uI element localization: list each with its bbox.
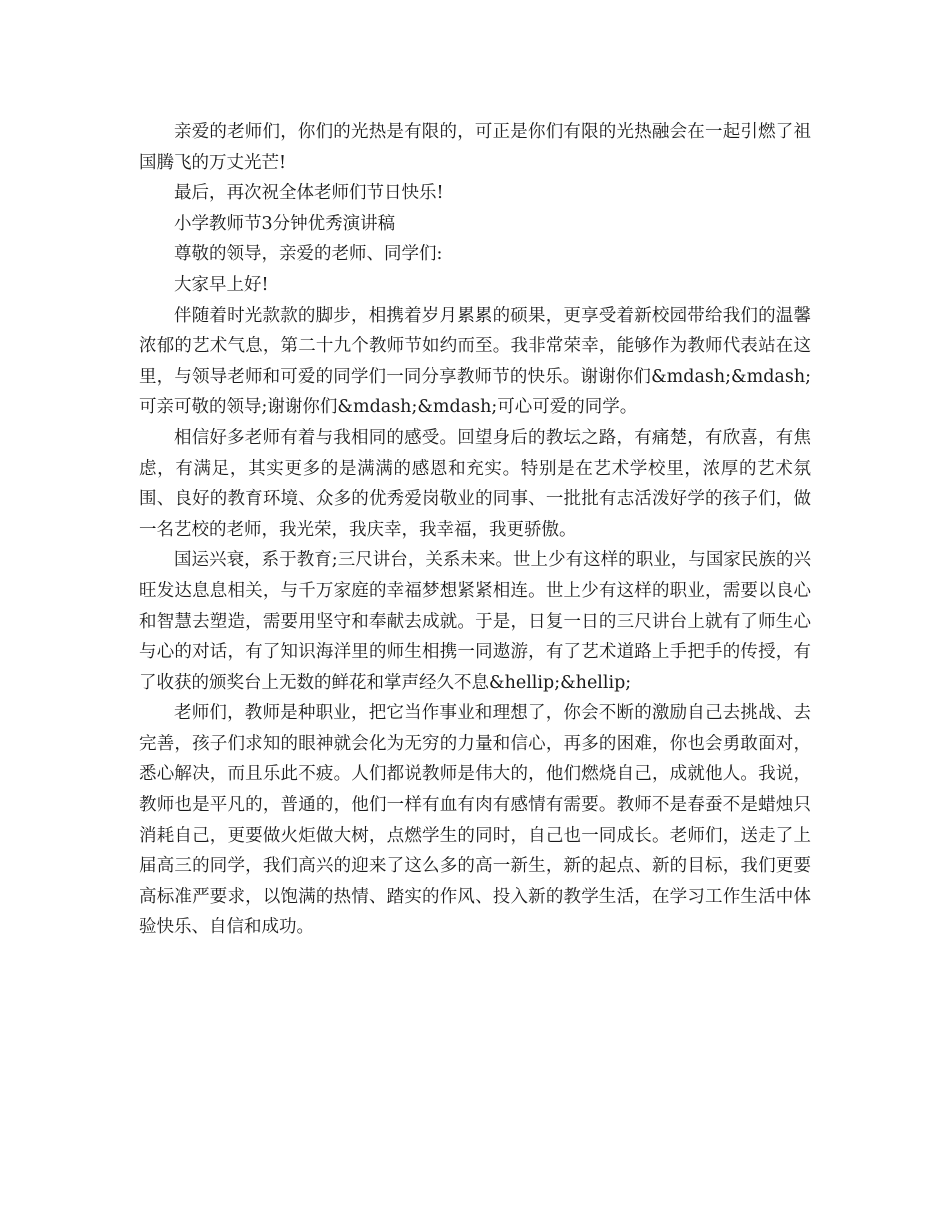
speech-greeting: 大家早上好! — [174, 274, 269, 295]
document-body — [139, 117, 811, 943]
paragraph-teachers: 老师们，教师是种职业，把它当作事业和理想了，你会不断的激励自己去挑战、去完善，孩子们求知的眼神就会化为无穷的力量和信心，再多的困难，你也会勇敢面对，悉心解决，而且乐此不疲。人们都说教师是伟大的，他们燃烧自己，成就他人。我说，教师也是平凡的，普通的，他们一样有血有肉有感情有需要。教师不是春蚕不是蜡烛只消耗自己，更要做火炬做大树，点燃学生的同时，自己也一同成长。老师们，送走了上届高三的同学，我们高兴的迎来了这么多的高一新生，新的起点、新的目标，我们更要高标准严要求，以饱满的热情、踏实的作风、投入新的教学生活，在学习工作生活中体验快乐、自信和成功。 — [139, 703, 811, 938]
paragraph-intro: 伴随着时光款款的脚步，相携着岁月累累的硕果，更享受着新校园带给我们的温馨浓郁的艺术气息，第二十九个教师节如约而至。我非常荣幸，能够作为教师代表站在这里，与领导老师和可爱的同学们一同分享教师节的快乐。谢谢你们&mdash;&mdash;可亲可敬的领导;谢谢你们&mdash;&mdash;可心可爱的同学。 — [139, 305, 811, 418]
paragraph-closing-thanks: 亲爱的老师们，你们的光热是有限的，可正是你们有限的光热融会在一起引燃了祖国腾飞的万丈光芒! — [139, 122, 811, 173]
paragraph-feelings: 相信好多老师有着与我相同的感受。回望身后的教坛之路，有痛楚，有欣喜，有焦虑，有满足，其实更多的是满满的感恩和充实。特别是在艺术学校里，浓厚的艺术氛围、良好的教育环境、众多的优秀爱岗敬业的同事、一批批有志活泼好学的孩子们，做一名艺校的老师，我光荣，我庆幸，我幸福，我更骄傲。 — [139, 427, 811, 540]
speech-title: 小学教师节3分钟优秀演讲稿 — [174, 213, 396, 234]
paragraph-education: 国运兴衰，系于教育;三尺讲台，关系未来。世上少有这样的职业，与国家民族的兴旺发达息息相关，与千万家庭的幸福梦想紧紧相连。世上少有这样的职业，需要以良心和智慧去塑造，需要用坚守和奉献去成就。于是，日复一日的三尺讲台上就有了师生心与心的对话，有了知识海洋里的师生相携一同遨游，有了艺术道路上手把手的传授，有了收获的颁奖台上无数的鲜花和掌声经久不息&hellip;&hellip; — [139, 550, 811, 693]
paragraph-final-wishes: 最后，再次祝全体老师们节日快乐! — [174, 183, 444, 204]
speech-salutation: 尊敬的领导，亲爱的老师、同学们: — [174, 244, 443, 265]
